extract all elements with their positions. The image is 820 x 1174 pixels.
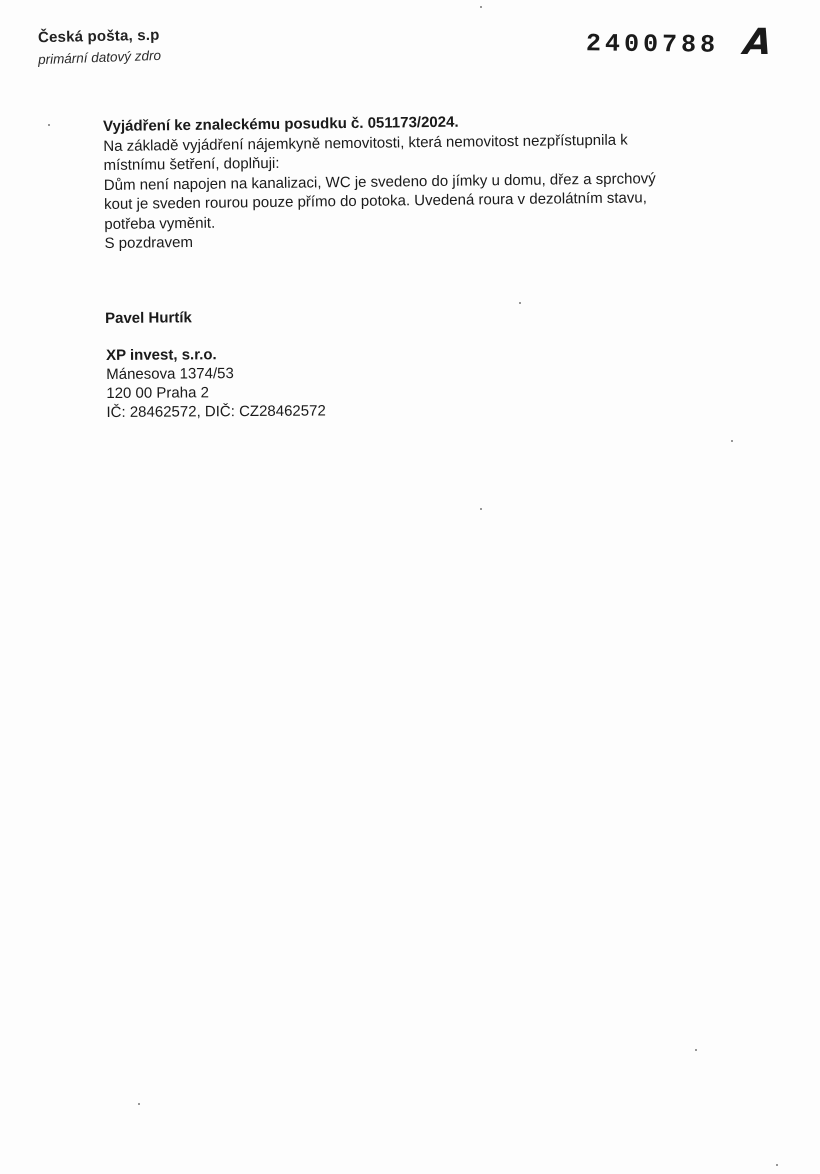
company-block — [106, 344, 326, 422]
stamp-organization: Česká pošta, s.p — [37, 26, 160, 47]
signature-name: Pavel Hurtík — [105, 309, 192, 327]
letter-subject: Vyjádření ke znaleckému posudku č. 051173/2024. — [103, 113, 459, 135]
letter-line: místnímu šetření, doplňuji: — [103, 154, 280, 174]
letter-closing: S pozdravem — [104, 233, 194, 252]
letter-line: potřeba vyměnit. — [104, 214, 216, 233]
scan-speck — [138, 1103, 140, 1105]
letter-body — [103, 109, 745, 253]
scan-speck — [695, 1049, 697, 1051]
scan-speck — [48, 124, 50, 126]
letter-line: Dům není napojen na kanalizaci, WC je svedeno do jímky u domu, dřez a sprchový — [103, 169, 656, 194]
scan-speck — [480, 508, 482, 510]
company-ids: IČ: 28462572, DIČ: CZ28462572 — [106, 402, 326, 421]
scan-speck — [519, 302, 521, 304]
letter-line: kout je sveden rourou pouze přímo do potoka. Uvedená roura v dezolátním stavu, — [103, 189, 647, 213]
scan-speck — [480, 6, 482, 8]
scan-speck — [731, 440, 733, 442]
stamp-subtitle: primární datový zdro — [37, 47, 162, 68]
scan-speck — [776, 1164, 778, 1166]
company-name: XP invest, s.r.o. — [106, 346, 217, 364]
letter-line: Na základě vyjádření nájemkyně nemovitosti, která nemovitost nezpřístupnila k — [103, 131, 628, 155]
signature-block — [105, 308, 192, 328]
reference-suffix: A — [741, 22, 775, 63]
reference-number: 2400788 — [585, 29, 720, 60]
company-street: Mánesova 1374/53 — [106, 365, 234, 383]
company-city: 120 00 Praha 2 — [106, 384, 209, 402]
